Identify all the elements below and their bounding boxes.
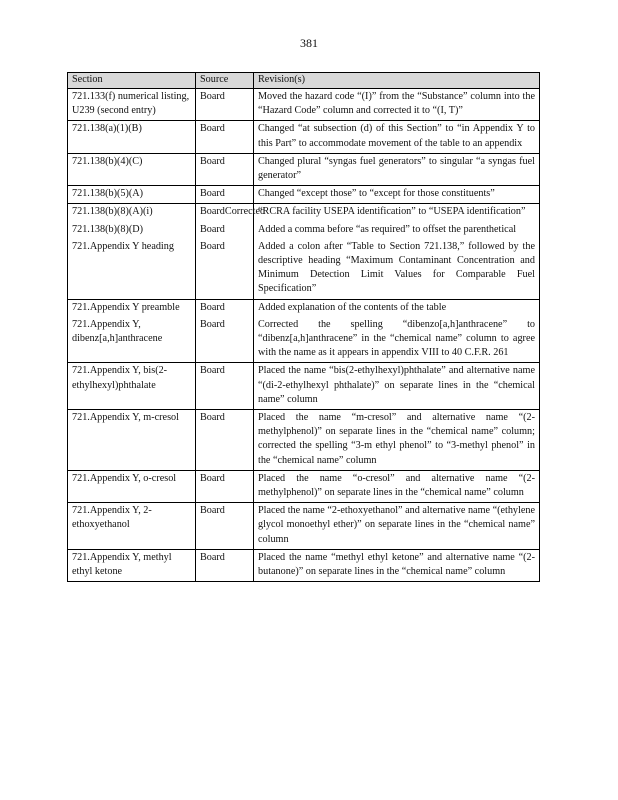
cell-section: 721.Appendix Y, dibenz[a,h]anthracene xyxy=(68,317,196,363)
cell-section: 721.Appendix Y, m-cresol xyxy=(68,410,196,471)
cell-revision: Moved the hazard code “(I)” from the “Substance” column into the “Hazard Code” column and corrected it to “(I, T)” xyxy=(254,89,540,121)
table-header-row xyxy=(68,73,540,89)
table-row xyxy=(68,503,540,550)
table-row xyxy=(68,363,540,410)
cell-source: Board xyxy=(196,153,254,185)
cell-section: 721.138(b)(5)(A) xyxy=(68,186,196,204)
cell-revision: Placed the name “methyl ethyl ketone” and alternative name “(2-butanone)” on separate lines in the “chemical name” column xyxy=(254,549,540,581)
cell-section: 721.138(b)(8)(A)(i) xyxy=(68,204,196,222)
cell-source: Board xyxy=(196,470,254,502)
cell-source: BoardCorrected xyxy=(196,204,254,222)
column-header-revisions: Revision(s) xyxy=(254,73,540,89)
cell-source: Board xyxy=(196,317,254,363)
table-row xyxy=(68,204,540,222)
cell-section: 721.138(a)(1)(B) xyxy=(68,121,196,153)
cell-source: Board xyxy=(196,239,254,299)
table-row xyxy=(68,549,540,581)
cell-revision: “RCRA facility USEPA identification” to “USEPA identification” xyxy=(254,204,540,222)
cell-section: 721.133(f) numerical listing, U239 (second entry) xyxy=(68,89,196,121)
cell-revision: Added a comma before “as required” to offset the parenthetical xyxy=(254,222,540,239)
revisions-table xyxy=(67,72,540,582)
cell-revision: Placed the name “bis(2-ethylhexyl)phthalate” and alternative name “(di-2-ethylhexyl phthalate)” on separate lines in the “chemical name” column xyxy=(254,363,540,410)
cell-section: 721.138(b)(4)(C) xyxy=(68,153,196,185)
cell-revision: Placed the name “m-cresol” and alternative name “(2-methylphenol)” on separate lines in the “chemical name” column; corrected the spelling “3-m ethyl phenol” to “3-methyl phenol” in the “chemical name” column xyxy=(254,410,540,471)
cell-source: Board xyxy=(196,186,254,204)
cell-revision: Corrected the spelling “dibenzo[a,h]anthracene” to “dibenz[a,h]anthracene” in the “chemical name” column to agree with the name as it appears in appendix VIII to 40 C.F.R. 261 xyxy=(254,317,540,363)
cell-section: 721.Appendix Y, methyl ethyl ketone xyxy=(68,549,196,581)
cell-source: Board xyxy=(196,503,254,550)
cell-source: Board xyxy=(196,410,254,471)
column-header-section: Section xyxy=(68,73,196,89)
table-row xyxy=(68,470,540,502)
cell-section: 721.Appendix Y, bis(2-ethylhexyl)phthalate xyxy=(68,363,196,410)
page-number: 381 xyxy=(300,36,318,50)
table-row xyxy=(68,186,540,204)
table-row xyxy=(68,239,540,299)
cell-source: Board xyxy=(196,222,254,239)
cell-source: Board xyxy=(196,89,254,121)
table-row xyxy=(68,317,540,363)
cell-section: 721.Appendix Y preamble xyxy=(68,299,196,317)
table-row xyxy=(68,153,540,185)
cell-revision: Changed plural “syngas fuel generators” to singular “a syngas fuel generator” xyxy=(254,153,540,185)
cell-revision: Changed “at subsection (d) of this Section” to “in Appendix Y to this Part” to accommodate movement of the table to an appendix xyxy=(254,121,540,153)
cell-section: 721.138(b)(8)(D) xyxy=(68,222,196,239)
cell-revision: Changed “except those” to “except for those constituents” xyxy=(254,186,540,204)
column-header-source: Source xyxy=(196,73,254,89)
cell-source: Board xyxy=(196,549,254,581)
cell-revision: Placed the name “o-cresol” and alternative name “(2-methylphenol)” on separate lines in the “chemical name” column xyxy=(254,470,540,502)
table-row xyxy=(68,222,540,239)
cell-section: 721.Appendix Y heading xyxy=(68,239,196,299)
cell-revision: Added explanation of the contents of the table xyxy=(254,299,540,317)
table-row xyxy=(68,89,540,121)
cell-source: Board xyxy=(196,121,254,153)
table-row xyxy=(68,121,540,153)
cell-section: 721.Appendix Y, 2-ethoxyethanol xyxy=(68,503,196,550)
cell-section: 721.Appendix Y, o-cresol xyxy=(68,470,196,502)
table-row xyxy=(68,410,540,471)
cell-revision: Placed the name “2-ethoxyethanol” and alternative name “(ethylene glycol monoethyl ether)” on separate lines in the “chemical name” column xyxy=(254,503,540,550)
cell-source: Board xyxy=(196,363,254,410)
table-row xyxy=(68,299,540,317)
cell-source: Board xyxy=(196,299,254,317)
cell-revision: Added a colon after “Table to Section 721.138,” followed by the descriptive heading “Maximum Contaminant Concentration and Minimum Detection Limit Values for Comparable Fuel Specification” xyxy=(254,239,540,299)
